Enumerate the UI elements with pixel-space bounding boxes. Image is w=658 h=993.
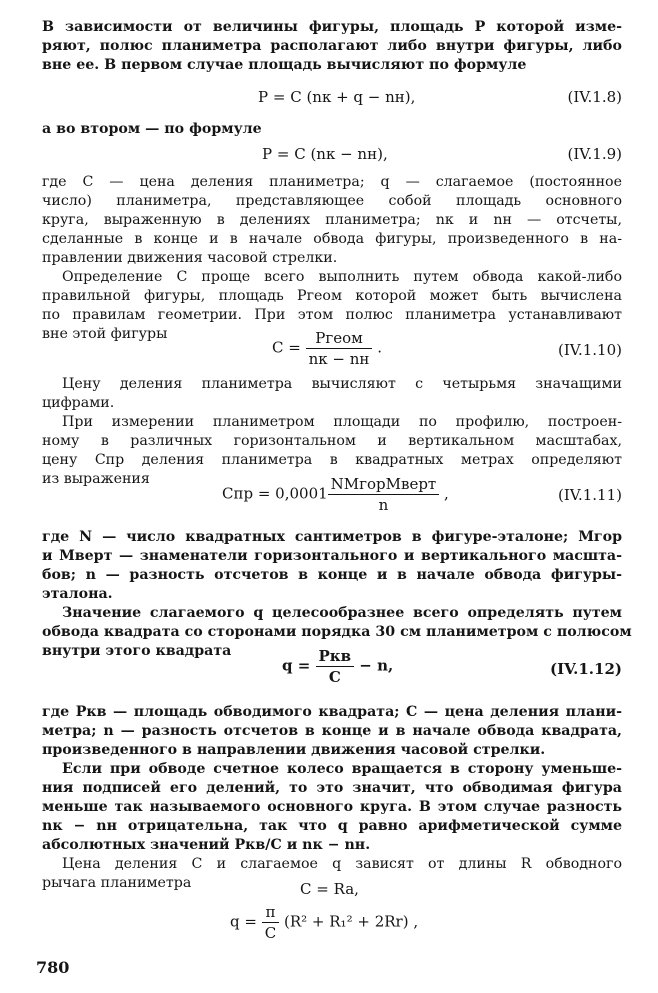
text-line: метра; n — разность отсчетов в конце и в начале обвода квадрата,	[42, 723, 622, 739]
text-line: ному в различных горизонтальном и вертикальном масштабах,	[42, 433, 622, 449]
text-line: Значение слагаемого q целесообразнее всего определять путем	[62, 605, 622, 621]
fraction-denominator: nк − nн	[308, 350, 370, 368]
text-line: где Pкв — площадь обводимого квадрата; C — цена деления плани-	[42, 704, 622, 720]
equation-number: (IV.1.12)	[550, 660, 622, 678]
text-line: рычага планиметра	[42, 875, 192, 891]
text-line: круга, выраженную в делениях планиметра; nк и nн — отсчеты,	[42, 212, 622, 228]
equation-number: (IV.1.10)	[557, 341, 622, 359]
text-line: При измерении планиметром площади по профилю, построен-	[62, 414, 622, 430]
text-line: где N — число квадратных сантиметров в фигуре-эталоне; Mгор	[42, 529, 622, 545]
text-line: nк − nн отрицательна, так что q равно арифметической сумме	[42, 818, 622, 834]
text-line: абсолютных значений Pкв/C и nк − nн.	[42, 837, 371, 853]
text-line: В зависимости от величины фигуры, площадь P которой изме-	[42, 19, 622, 35]
text-line: ния подписей его делений, то это значит, что обводимая фигура	[42, 780, 622, 796]
text-line: бов; n — разность отсчетов в конце и в начале обвода фигуры-	[42, 567, 622, 583]
text-line: меньше так называемого основного круга. В этом случае разность	[42, 799, 622, 815]
text-line: Если при обводе счетное колесо вращается в сторону уменьше-	[62, 761, 622, 777]
fraction	[328, 474, 440, 515]
fraction-numerator: Pкв	[316, 646, 355, 667]
text-line: Определение C проще всего выполнить путем обвода какой-либо	[62, 269, 622, 285]
fraction	[262, 902, 279, 943]
formula-lhs: q =	[282, 656, 311, 675]
text-line: Цена деления C и слагаемое q зависят от длины R обводного	[62, 856, 622, 872]
text-line: правлении движения часовой стрелки.	[42, 250, 338, 266]
text-line: произведенного в направлении движения часовой стрелки.	[42, 742, 546, 758]
text-line: цифрами.	[42, 395, 115, 411]
text-line: а во втором — по формуле	[42, 121, 262, 137]
text-line: цену Cпр деления планиметра в квадратных метрах определяют	[42, 452, 622, 468]
fraction-numerator: Pгеом	[306, 328, 373, 349]
equation-number: (IV.1.11)	[557, 486, 622, 504]
text-line: где C — цена деления планиметра; q — слагаемое (постоянное	[42, 174, 622, 190]
formula-iv-1-8: P = C (nк + q − nн),	[258, 88, 416, 106]
fraction-numerator: π	[262, 902, 279, 923]
text-line: ряют, полюс планиметра располагают либо внутри фигуры, либо	[42, 38, 622, 54]
fraction-numerator: NMгорMверт	[328, 474, 440, 495]
text-line: вне этой фигуры	[42, 326, 168, 342]
formula-lhs: C =	[272, 338, 301, 357]
fraction-denominator: C	[328, 668, 341, 686]
fraction	[306, 328, 373, 369]
formula-lhs: Cпр = 0,0001	[222, 484, 328, 503]
text-line: правильной фигуры, площадь Pгеом которой может быть вычислена	[42, 288, 622, 304]
text-line: по правилам геометрии. При этом полюс планиметра устанавливают	[42, 307, 622, 323]
text-line: число) планиметра, представляющее собой площадь основного	[42, 193, 622, 209]
formula-lhs: q =	[230, 912, 257, 931]
equation-number: (IV.1.9)	[567, 145, 622, 163]
formula-iv-1-10	[272, 328, 382, 369]
fraction-denominator: n	[378, 496, 389, 514]
text-line: и Mверт — знаменатели горизонтального и вертикального масшта-	[42, 548, 622, 564]
formula-tail: ,	[444, 484, 449, 503]
text-line: эталона.	[42, 586, 113, 602]
text-line: обвода квадрата со сторонами порядка 30 см планиметром с полюсом	[42, 624, 632, 640]
text-line: из выражения	[42, 471, 150, 487]
text-line: вне ее. В первом случае площадь вычисляют по формуле	[42, 57, 527, 73]
formula-iv-1-11	[222, 474, 449, 515]
formula-q-radius	[230, 902, 418, 943]
text-line: сделанные в конце и в начале обвода фигуры, произведенного в на-	[42, 231, 622, 247]
formula-tail: .	[377, 338, 382, 357]
formula-iv-1-9: P = C (nк − nн),	[262, 145, 388, 163]
text-line: внутри этого квадрата	[42, 643, 232, 659]
formula-c-ra: C = Ra,	[300, 880, 359, 898]
page-number: 780	[36, 958, 70, 977]
fraction	[316, 646, 355, 687]
fraction-denominator: C	[264, 924, 277, 942]
text-line: Цену деления планиметра вычисляют с четырьмя значащими	[62, 376, 622, 392]
formula-iv-1-12	[282, 646, 393, 687]
formula-tail: (R² + R₁² + 2Rr) ,	[284, 912, 419, 931]
equation-number: (IV.1.8)	[567, 88, 622, 106]
formula-tail: − n,	[359, 656, 394, 675]
